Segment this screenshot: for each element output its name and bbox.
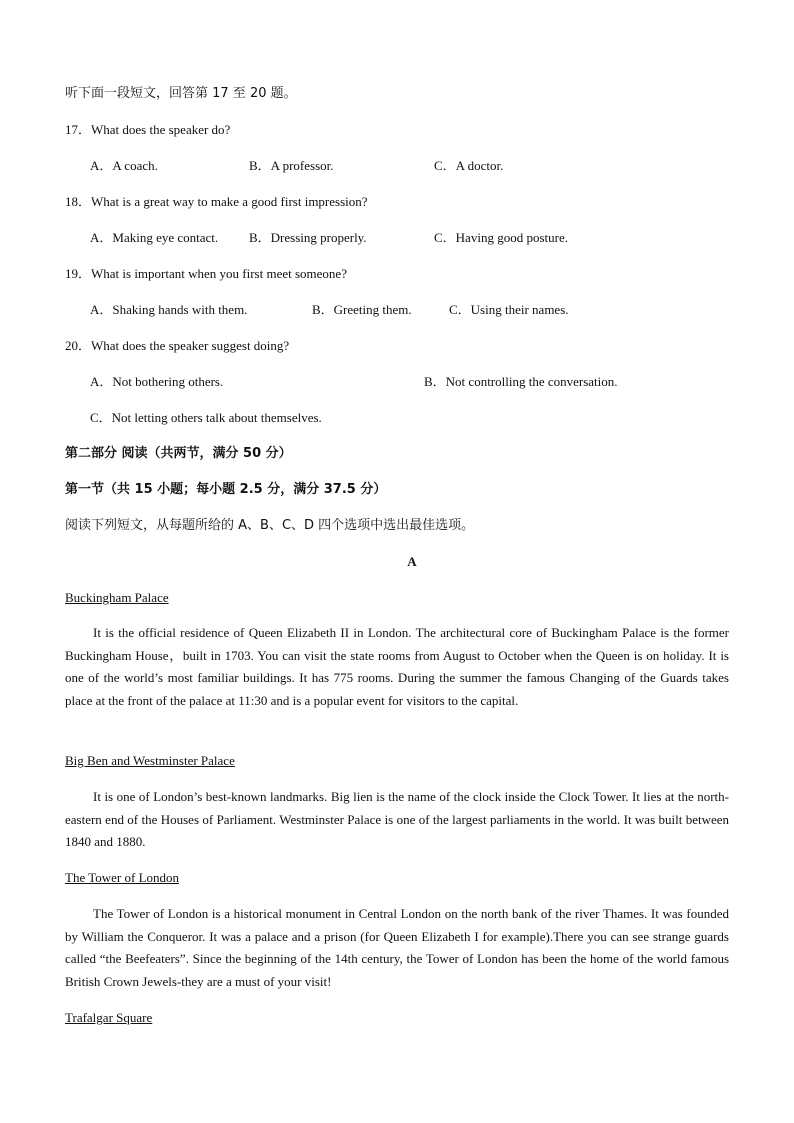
section-text-big-ben: It is one of London’s best-known landmarks. Big lien is the name of the clock inside the Clock Tower. It lies at the north-eastern end of the Houses of Parliament. Westminster Palace is one of the largest parliaments in the world. It was built between 1840 and 1880. (65, 789, 729, 850)
question-17-stem: 17．What does the speaker do? (65, 122, 231, 137)
reading-part-title: 第二部分 阅读（共两节，满分 50 分） (65, 446, 292, 461)
question-17-option-c: C．A doctor. (434, 158, 504, 173)
listening-intro: 听下面一段短文，回答第 17 至 20 题。 (65, 86, 297, 101)
question-19-option-a: A．Shaking hands with them. (90, 302, 248, 317)
question-17-option-a: A．A coach. (90, 158, 158, 173)
question-20-option-c: C．Not letting others talk about themselves. (90, 410, 322, 425)
question-18-option-a: A．Making eye contact. (90, 230, 219, 245)
question-18-option-c: C．Having good posture. (434, 230, 568, 245)
question-17-option-b: B．A professor. (249, 158, 334, 173)
section-text-tower-of-london: The Tower of London is a historical monument in Central London on the north bank of the river Thames. It was founded by William the Conqueror. It was a palace and a prison (for Queen Elizabeth I for example).There you can see strange guards called “the Beefeaters”. Since the beginning of the 14th century, the Tower of London has been the home of the world famous British Crown Jewels-they are a must of your visit! (65, 906, 729, 990)
question-20-option-b: B．Not controlling the conversation. (424, 374, 618, 389)
reading-section-title: 第一节（共 15 小题；每小题 2.5 分，满分 37.5 分） (65, 482, 387, 497)
passage-label: A (407, 554, 417, 569)
section-heading-trafalgar-square: Trafalgar Square (65, 1010, 153, 1025)
reading-instruction: 阅读下列短文，从每题所给的 A、B、C、D 四个选项中选出最佳选项。 (65, 518, 475, 533)
question-18-option-b: B．Dressing properly. (249, 230, 367, 245)
question-20-stem: 20．What does the speaker suggest doing? (65, 338, 290, 353)
question-18-stem: 18．What is a great way to make a good first impression? (65, 194, 368, 209)
section-heading-tower-of-london: The Tower of London (65, 870, 180, 885)
section-text-buckingham-palace: It is the official residence of Queen Elizabeth II in London. The architectural core of Buckingham Palace is the former Buckingham House，built in 1703. You can visit the state rooms from August to October when the Queen is on holiday. It is one of the world’s most familiar buildings. It has 775 rooms. During the summer the famous Changing of the Guards takes place at the front of the palace at 11:30 and is a popular event for visitors to the capital. (65, 625, 729, 709)
question-19-stem: 19．What is important when you first meet someone? (65, 266, 347, 281)
section-heading-buckingham-palace: Buckingham Palace (65, 590, 169, 605)
question-19-option-b: B．Greeting them. (312, 302, 412, 317)
question-19-option-c: C．Using their names. (449, 302, 569, 317)
question-20-option-a: A．Not bothering others. (90, 374, 224, 389)
section-heading-big-ben: Big Ben and Westminster Palace (65, 753, 235, 768)
